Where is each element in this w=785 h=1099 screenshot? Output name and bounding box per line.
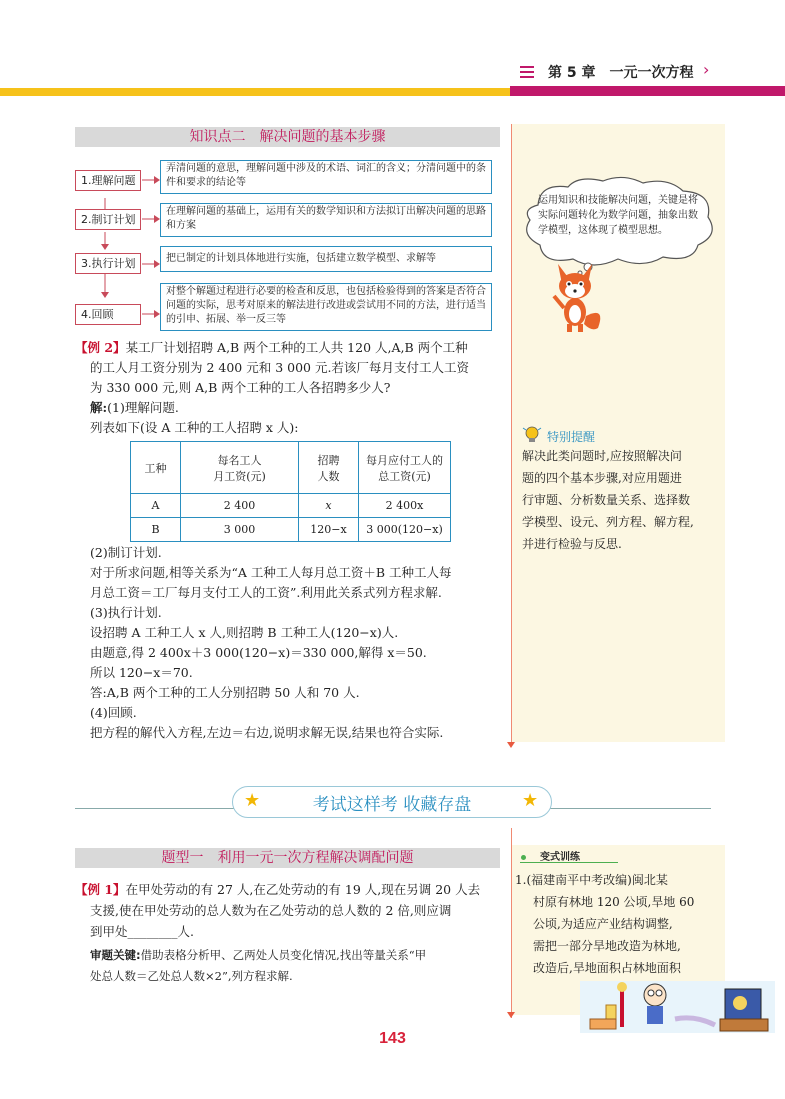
practice-line: 村原有林地 120 公顷,旱地 60 [533,895,695,909]
lightbulb-icon [521,425,543,445]
tip-line: 并进行检验与反思. [522,537,622,551]
bullet-icon [521,855,526,860]
solution-line: 由题意,得 2 400x＋3 000(120−x)＝330 000,解得 x＝50. [90,645,427,660]
flow-step-label: 2.制订计划 [75,209,141,230]
banner-title: 考试这样考 收藏存盘 [312,795,472,815]
flow-step-desc: 弄清问题的意思，理解问题中涉及的术语、词汇的含义；分清问题中的条件和要求的结论等 [160,160,492,194]
flow-step-label: 4.回顾 [75,304,141,325]
example1-line: 到甲处________人. [90,924,194,939]
table-cell: 3 000 [181,518,299,542]
example2-line: 的工人月工资分别为 2 400 元和 3 000 元.若该厂每月支付工人工资 [90,360,469,375]
header-bar-yellow [0,88,510,96]
menu-list-icon [520,66,534,78]
rule-end-marker-lower [507,1012,515,1018]
table-cell: 3 000(120−x) [359,518,451,542]
fox-mascot-icon [548,262,608,334]
solution-line: (2)制订计划. [90,545,162,560]
cartoon-scene-illustration [580,975,780,1037]
practice-line: 需把一部分旱地改造为林地, [533,939,681,953]
table-cell: 2 400 [181,494,299,518]
solution-line: (4)回顾. [90,705,137,720]
solution-line: 对于所求问题,相等关系为“A 工种工人每月总工资＋B 工种工人每 [90,565,452,580]
key-line: 审题关键:借助表格分析甲、乙两处人员变化情况,找出等量关系“甲 [90,948,427,962]
star-icon: ★ [244,790,261,811]
data-table [130,441,451,542]
column-rule-lower [511,828,512,1018]
solution-line: 解:(1)理解问题. [90,400,179,415]
table-cell: A [131,494,181,518]
chapter-title: 第 5 章 一元一次方程 [548,65,694,81]
tip-title: 特别提醒 [547,430,596,444]
table-intro: 列表如下(设 A 工种的工人招聘 x 人): [90,420,299,435]
example2-line: 为 330 000 元,则 A,B 两个工种的工人各招聘多少人? [90,380,391,395]
tip-line: 题的四个基本步骤,对应用题进 [522,471,682,485]
example1-line: 【例 1】在甲处劳动的有 27 人,在乙处劳动的有 19 人,现在另调 20 人去 [75,882,481,897]
practice-title: 变式训练 [540,852,580,863]
solution-line: 月总工资＝工厂每月支付工人的工资”.利用此关系式列方程求解. [90,585,442,600]
flow-step-desc: 在理解问题的基础上，运用有关的数学知识和方法拟订出解决问题的思路和方案 [160,203,492,237]
key-line: 处总人数＝乙处总人数×2”,列方程求解. [90,969,293,983]
table-cell: 120−x [299,518,359,542]
solution-line: 把方程的解代入方程,左边＝右边,说明求解无误,结果也符合实际. [90,725,444,740]
type1-title: 题型一 利用一元一次方程解决调配问题 [75,848,500,868]
star-icon: ★ [522,790,539,811]
thought-cloud-text: 运用知识和技能解决问题，关键是将实际问题转化为数学问题，抽象出数学模型，这体现了模型思想。 [538,195,698,236]
flow-step-label: 3.执行计划 [75,253,141,274]
knowledge-title: 知识点二 解决问题的基本步骤 [75,127,500,147]
table-header: 每月应付工人的 总工资(元) [359,442,451,494]
example1-line: 支援,使在甲处劳动的总人数为在乙处劳动的总人数的 2 倍,则应调 [90,903,452,918]
table-cell: x [299,494,359,518]
solution-line: (3)执行计划. [90,605,162,620]
table-header: 每名工人 月工资(元) [181,442,299,494]
example2-line: 【例 2】某工厂计划招聘 A,B 两个工种的工人共 120 人,A,B 两个工种 [75,340,468,355]
chevron-right-icon: › [703,60,710,79]
table-cell: 2 400x [359,494,451,518]
flow-step-desc: 把已制定的计划具体地进行实施，包括建立数学模型、求解等 [160,246,492,272]
column-rule [511,124,512,742]
page-number: 143 [379,1030,406,1047]
tip-line: 学模型、设元、列方程、解方程, [522,515,694,529]
practice-line: 改造后,旱地面积占林地面积 [533,961,681,975]
flow-step-desc: 对整个解题过程进行必要的检查和反思，也包括检验得到的答案是否符合问题的实际，思考对原来的解法进行改进或尝试用不同的方法，进行适当的引申、拓展、举一反三等 [160,283,492,331]
flow-step-label: 1.理解问题 [75,170,141,191]
table-header: 招聘 人数 [299,442,359,494]
solution-line: 设招聘 A 工种工人 x 人,则招聘 B 工种工人(120−x)人. [90,625,399,640]
tip-line: 解决此类问题时,应按照解决问 [522,449,682,463]
solution-line: 所以 120−x＝70. [90,665,193,680]
practice-line: 公顷,为适应产业结构调整, [533,917,673,931]
table-cell: B [131,518,181,542]
table-header: 工种 [131,442,181,494]
rule-end-marker [507,742,515,748]
practice-line: 1.(福建南平中考改编)闽北某 [515,873,668,887]
tip-line: 行审题、分析数量关系、选择数 [522,493,691,507]
solution-line: 答:A,B 两个工种的工人分别招聘 50 人和 70 人. [90,685,360,700]
header-bar-pink [510,86,785,96]
